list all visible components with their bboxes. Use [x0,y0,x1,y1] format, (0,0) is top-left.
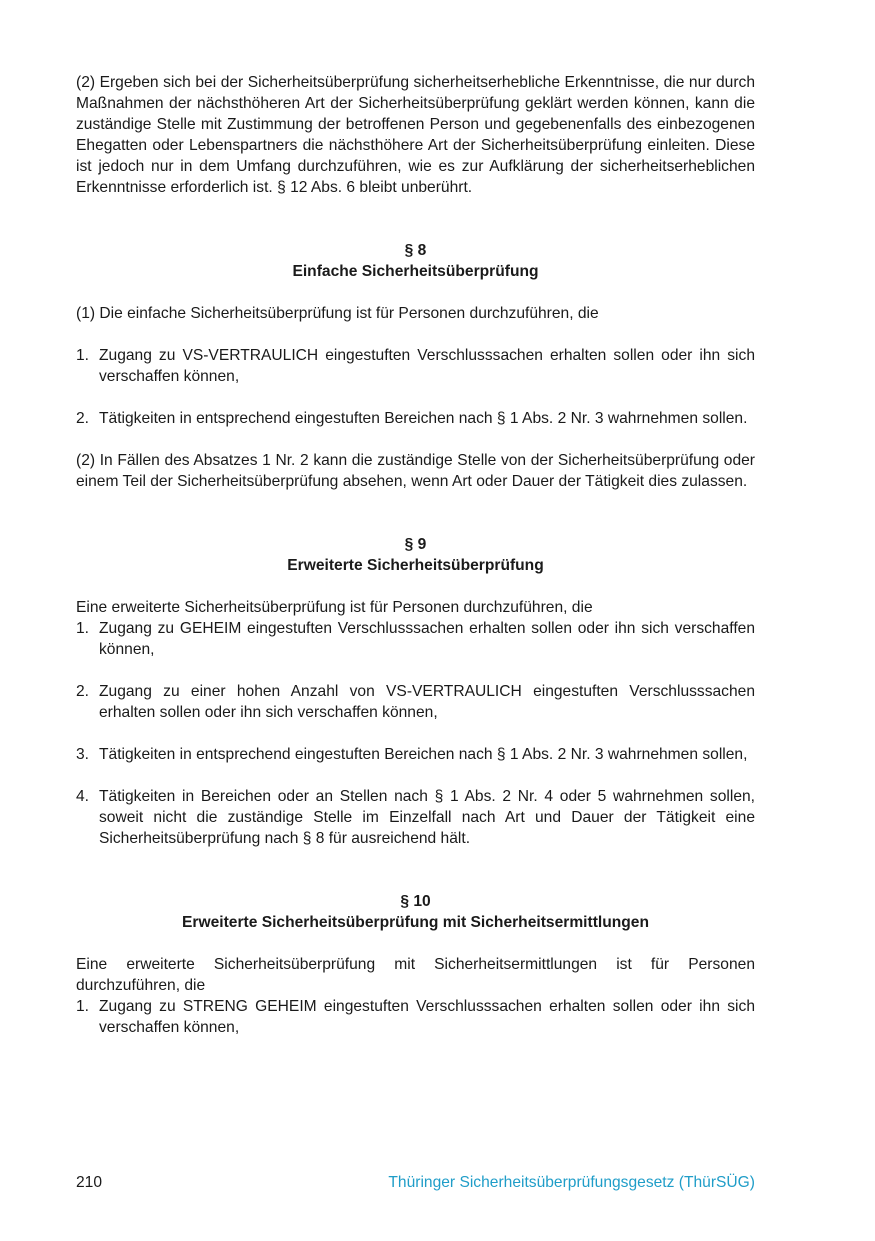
section-9-intro: Eine erweiterte Sicherheitsüberprüfung ist für Personen durchzuführen, die [76,599,593,616]
list-item [76,744,755,765]
section-10-number: § 10 [400,893,431,910]
list-item-text: Zugang zu GEHEIM eingestuften Verschlusssachen erhalten sollen oder ihn sich verschaffen können, [99,620,755,658]
section-8-para-2: (2) In Fällen des Absatzes 1 Nr. 2 kann die zuständige Stelle von der Sicherheitsüberprüfung oder einem Teil der Sicherheitsüberprüfung absehen, wenn Art oder Dauer der Tätigkeit dies zulassen. [76,452,755,490]
section-8-heading [76,240,755,282]
document-body [76,72,755,1038]
section-8-title: Einfache Sicherheitsüberprüfung [292,263,539,280]
list-item [76,681,755,723]
section-9-list [76,618,755,849]
list-item-number: 4. [76,788,90,805]
list-item-number: 3. [76,746,90,763]
list-item-text: Zugang zu einer hohen Anzahl von VS-VERTRAULICH eingestuften Verschlusssachen erhalten sollen oder ihn sich verschaffen können, [99,683,755,721]
section-9-title: Erweiterte Sicherheitsüberprüfung [287,557,544,574]
list-item [76,408,755,429]
section-8-number: § 8 [404,242,427,259]
section-10-heading [76,891,755,933]
list-item [76,996,755,1038]
section-8-list [76,345,755,429]
list-item-number: 2. [76,683,90,700]
list-item-text: Zugang zu VS-VERTRAULICH eingestuften Verschlusssachen erhalten sollen oder ihn sich verschaffen können, [99,347,755,385]
section-9-number: § 9 [404,536,427,553]
list-item [76,618,755,660]
list-item-number: 1. [76,620,90,637]
list-item-text: Tätigkeiten in Bereichen oder an Stellen nach § 1 Abs. 2 Nr. 4 oder 5 wahrnehmen sollen, soweit nicht die zuständige Stelle im Einzelfall nach Art und Dauer der Tätigkeit eine Sicherheitsüberprüfung nach § 8 für ausreichend hält. [99,788,755,847]
section-10-title: Erweiterte Sicherheitsüberprüfung mit Sicherheitsermittlungen [181,914,650,931]
section-10-list [76,996,755,1038]
list-item-number: 2. [76,410,90,427]
list-item-text: Zugang zu STRENG GEHEIM eingestuften Verschlusssachen erhalten sollen oder ihn sich verschaffen können, [99,998,755,1036]
list-item [76,345,755,387]
running-title: Thüringer Sicherheitsüberprüfungsgesetz (ThürSÜG) [388,1174,755,1191]
intro-paragraph: (2) Ergeben sich bei der Sicherheitsüberprüfung sicherheitserhebliche Erkenntnisse, die nur durch Maßnahmen der nächsthöheren Art der Sicherheitsüberprüfung geklärt werden können, kann die zuständige Stelle mit Zustimmung der betroffenen Person und gegebenenfalls des einbezogenen Ehegatten oder Lebenspartners die nächsthöhere Art der Sicherheitsüberprüfung einleiten. Diese ist jedoch nur in dem Umfang durchzuführen, wie es zur Aufklärung der sicherheitserheblichen Erkenntnisse erforderlich ist. § 12 Abs. 6 bleibt unberührt. [76,74,755,196]
list-item-text: Tätigkeiten in entsprechend eingestuften Bereichen nach § 1 Abs. 2 Nr. 3 wahrnehmen sollen, [99,746,748,763]
list-item [76,786,755,849]
section-9-heading [76,534,755,576]
list-item-text: Tätigkeiten in entsprechend eingestuften Bereichen nach § 1 Abs. 2 Nr. 3 wahrnehmen sollen. [99,410,748,427]
section-8-para-1: (1) Die einfache Sicherheitsüberprüfung ist für Personen durchzuführen, die [76,305,599,322]
list-item-number: 1. [76,998,90,1015]
page-number: 210 [76,1174,103,1191]
section-10-intro: Eine erweiterte Sicherheitsüberprüfung mit Sicherheitsermittlungen ist für Personen durchzuführen, die [76,956,755,994]
list-item-number: 1. [76,347,90,364]
